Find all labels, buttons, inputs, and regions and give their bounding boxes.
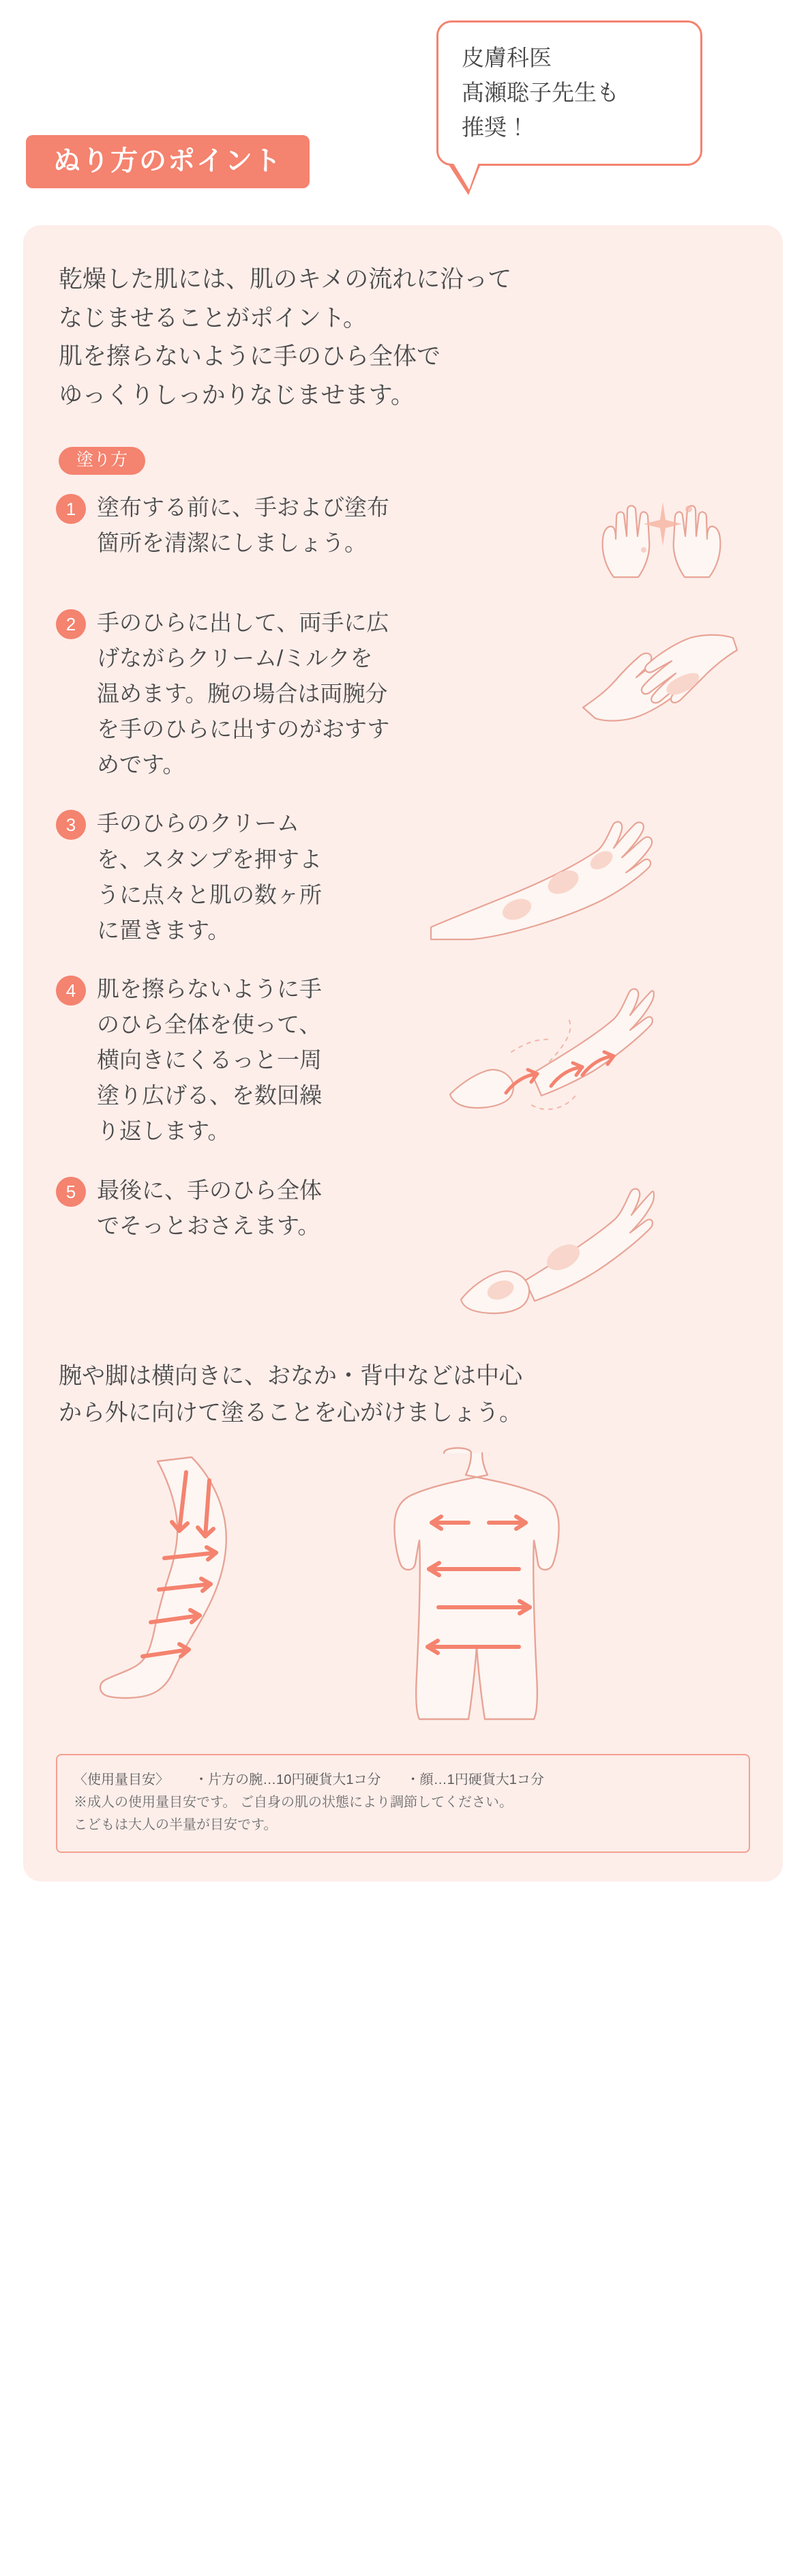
note-item-2: ・顔…1円硬貨大1コ分 — [406, 1772, 544, 1788]
step-line: 温めます。腕の場合は両腕分 — [97, 681, 388, 706]
step-text — [97, 490, 567, 561]
step-line: 横向きにくるっと一周 — [97, 1047, 322, 1073]
note-line-3: こどもは大人の半量が目安です。 — [74, 1817, 278, 1833]
intro-line-3: 肌を擦らないように手のひら全体で — [59, 343, 441, 370]
arm-press-icon — [430, 1173, 655, 1319]
step-number: 2 — [56, 609, 86, 639]
step-line: 肌を擦らないように手 — [97, 976, 322, 1001]
step-text — [97, 971, 424, 1150]
note-line-2: ※成人の使用量目安です。 ご自身の肌の状態により調節してください。 — [74, 1795, 513, 1811]
step-line: げながらクリーム/ミルクを — [97, 645, 373, 671]
step-text — [97, 806, 424, 948]
step-line: を、スタンプを押すよ — [97, 846, 322, 872]
step-item — [56, 806, 750, 948]
step-line: に置きます。 — [97, 917, 230, 943]
bubble-line-3: 推奨！ — [462, 115, 529, 141]
closing-line: から外に向けて塗ることを心がけましょう。 — [59, 1399, 522, 1426]
note-line-1 — [74, 1769, 732, 1791]
intro-line-2: なじませることがポイント。 — [59, 304, 367, 332]
step-line: 塗り広げる、を数回繰 — [97, 1083, 322, 1109]
intro-text — [59, 261, 750, 415]
step-number: 1 — [56, 494, 86, 524]
step-line: でそっとおさえます。 — [97, 1212, 320, 1238]
header — [0, 0, 806, 225]
intro-line-4: ゆっくりしっかりなじませます。 — [59, 382, 415, 409]
page-title: ぬり方のポイント — [26, 135, 310, 188]
step-line: 箇所を清潔にしましょう。 — [97, 529, 367, 555]
step-line: り返します。 — [97, 1118, 230, 1144]
intro-line-1: 乾燥した肌には、肌のキメの流れに沿って — [59, 266, 512, 293]
note-item-1: ・片方の腕…10円硬貨大1コ分 — [194, 1772, 381, 1788]
step-line: のひら全体を使って、 — [97, 1012, 322, 1037]
closing-text — [59, 1358, 747, 1432]
arm-dots-icon — [430, 806, 655, 946]
step-line: 最後に、手のひら全体 — [97, 1177, 322, 1203]
step-number: 4 — [56, 976, 86, 1006]
section-badge: 塗り方 — [59, 447, 145, 475]
step-line: めです。 — [97, 752, 185, 778]
bubble-tail-inner-icon — [453, 162, 479, 190]
step-item — [56, 1173, 750, 1319]
recommendation-bubble — [436, 20, 702, 166]
step-number: 5 — [56, 1177, 86, 1207]
step-line: 塗布する前に、手および塗布 — [97, 494, 389, 520]
arm-circular-arrows-icon — [430, 971, 655, 1132]
closing-line: 腕や脚は横向きに、おなか・背中などは中心 — [59, 1362, 522, 1389]
bubble-line-1: 皮膚科医 — [462, 45, 552, 70]
step-line: 手のひらに出して、両手に広 — [97, 609, 389, 635]
step-line: うに点々と肌の数ヶ所 — [97, 881, 322, 907]
usage-note-box — [56, 1754, 750, 1853]
leg-and-torso-direction-illustration — [56, 1444, 750, 1733]
step-line: 手のひらのクリーム — [97, 810, 299, 836]
step-number: 3 — [56, 810, 86, 840]
step-item — [56, 605, 750, 783]
two-hands-sparkle-icon — [573, 490, 750, 582]
step-line: を手のひらに出すのがおすす — [97, 716, 390, 742]
step-item — [56, 971, 750, 1150]
bubble-line-2: 髙瀬聡子先生も — [462, 80, 619, 106]
step-text — [97, 1173, 424, 1244]
points-panel — [23, 225, 783, 1882]
step-item — [56, 490, 750, 582]
hands-cream-icon — [569, 605, 750, 735]
step-text — [97, 605, 564, 783]
note-title: 〈使用量目安〉 — [74, 1772, 169, 1788]
